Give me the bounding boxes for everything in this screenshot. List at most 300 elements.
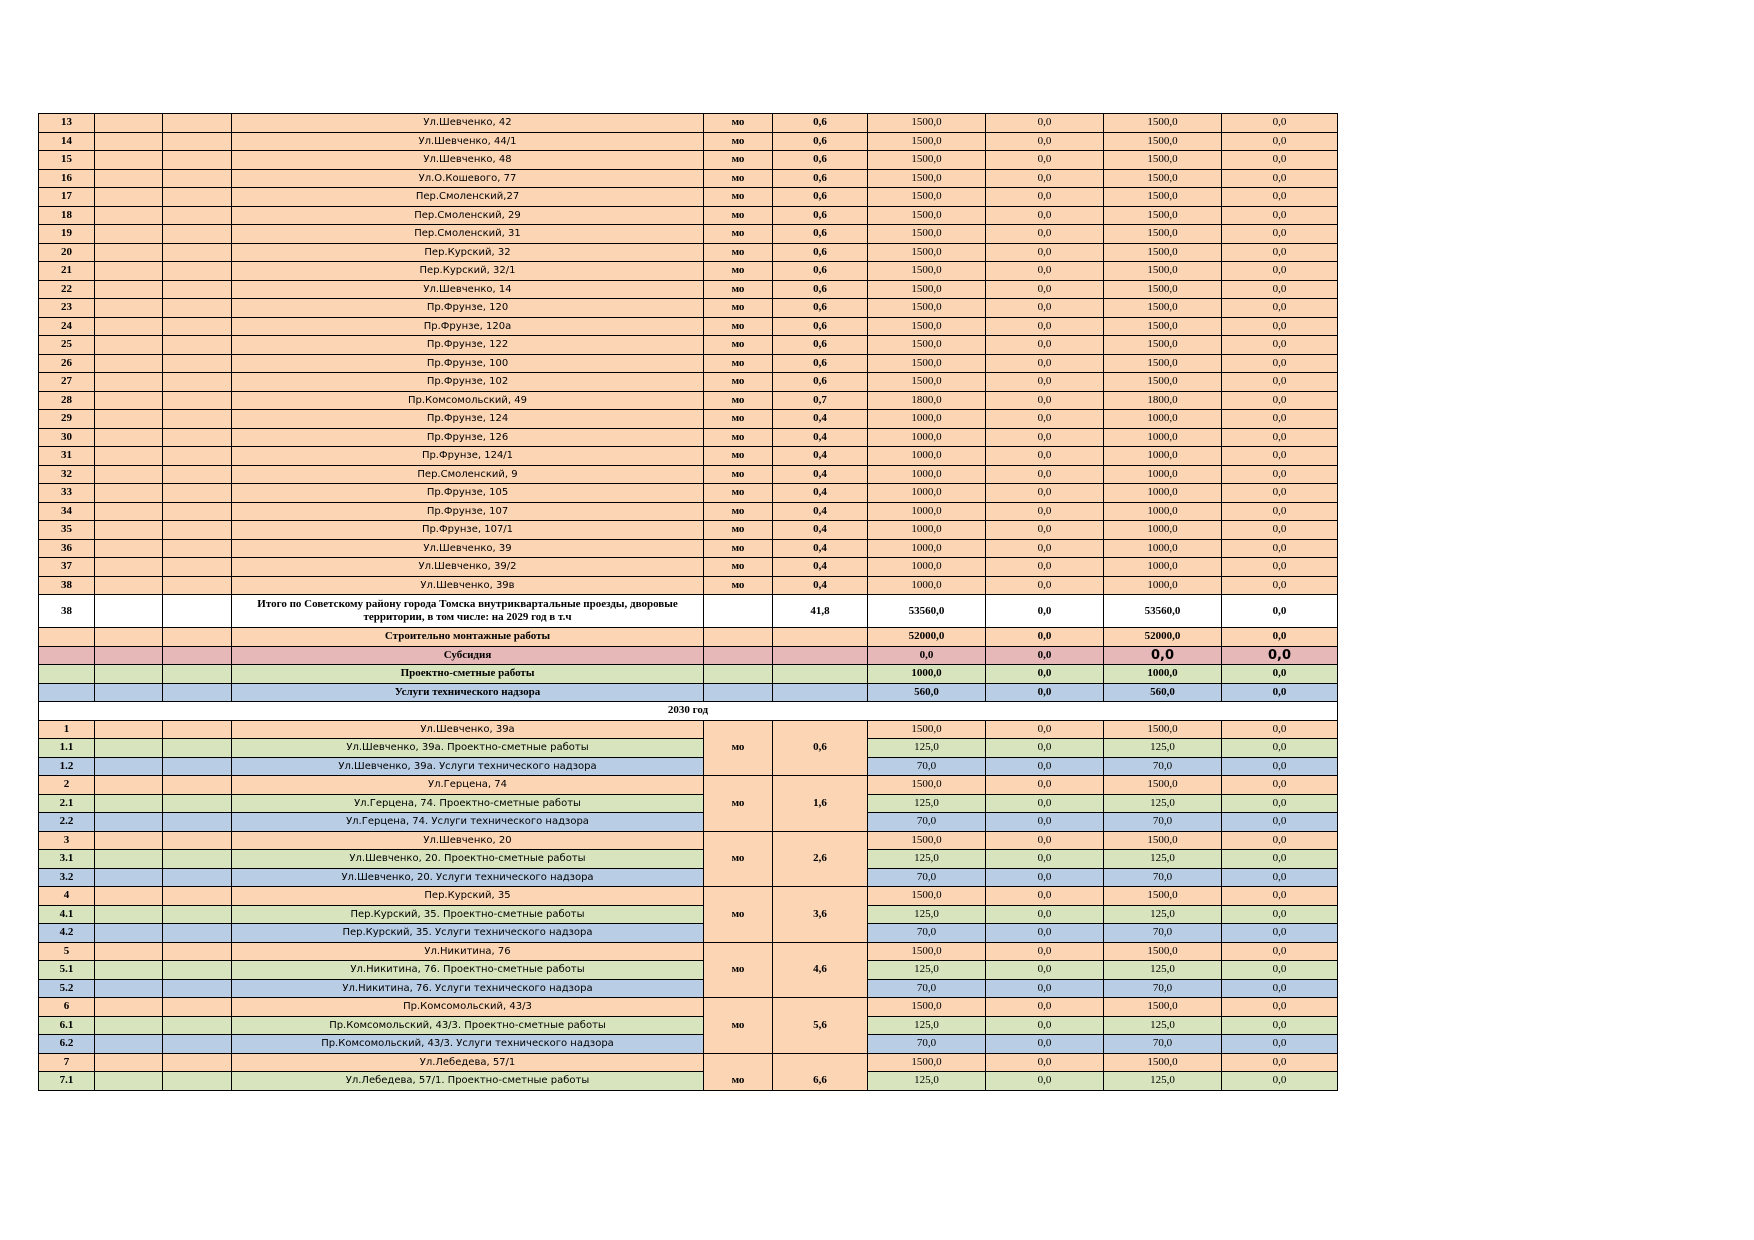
- row-c3: 1500,0: [1104, 262, 1222, 281]
- row-qty: 2,6: [773, 850, 868, 869]
- row-number: 24: [39, 317, 95, 336]
- table-row: [39, 831, 1338, 850]
- row-address: Ул.Лебедева, 57/1: [232, 1053, 704, 1072]
- row-unit: мо: [704, 262, 773, 281]
- table-row: [39, 465, 1338, 484]
- row-address: Пр.Комсомольский, 43/3. Услуги технического надзора: [232, 1035, 704, 1054]
- row-c3: 1000,0: [1104, 484, 1222, 503]
- row-c2: 0,0: [986, 850, 1104, 869]
- row-unit: мо: [704, 151, 773, 170]
- row-number: 6.1: [39, 1016, 95, 1035]
- row-address: Ул.Герцена, 74: [232, 776, 704, 795]
- row-address: Ул.Шевченко, 20. Услуги технического надзора: [232, 868, 704, 887]
- summary-c2: 0,0: [986, 646, 1104, 665]
- row-c1: 1000,0: [868, 410, 986, 429]
- row-address: Пр.Фрунзе, 107: [232, 502, 704, 521]
- row-address: Пр.Фрунзе, 107/1: [232, 521, 704, 540]
- table-row: [39, 576, 1338, 595]
- row-address: Ул.Шевченко, 44/1: [232, 132, 704, 151]
- row-unit: мо: [704, 206, 773, 225]
- row-address: Пр.Фрунзе, 124: [232, 410, 704, 429]
- row-number: 1.2: [39, 757, 95, 776]
- row-c3: 125,0: [1104, 961, 1222, 980]
- row-qty: 0,6: [773, 151, 868, 170]
- row-address: Ул.Никитина, 76. Проектно-сметные работы: [232, 961, 704, 980]
- row-c1: 125,0: [868, 1072, 986, 1091]
- table-row: [39, 813, 1338, 832]
- row-unit: мо: [704, 243, 773, 262]
- row-address: Пр.Фрунзе, 126: [232, 428, 704, 447]
- row-c4: 0,0: [1222, 169, 1338, 188]
- row-unit: мо: [704, 447, 773, 466]
- row-c2: 0,0: [986, 831, 1104, 850]
- row-c1: 1500,0: [868, 942, 986, 961]
- summary-label: Проектно-сметные работы: [232, 665, 704, 684]
- row-number: 25: [39, 336, 95, 355]
- row-address: Ул.Шевченко, 39а: [232, 720, 704, 739]
- row-c3: 1000,0: [1104, 410, 1222, 429]
- row-address: Пр.Фрунзе, 100: [232, 354, 704, 373]
- row-number: 6: [39, 998, 95, 1017]
- row-c3: 1500,0: [1104, 299, 1222, 318]
- row-c1: 1000,0: [868, 558, 986, 577]
- summary-c3: 0,0: [1104, 646, 1222, 665]
- row-unit: мо: [704, 317, 773, 336]
- row-unit: мо: [704, 280, 773, 299]
- row-c2: 0,0: [986, 558, 1104, 577]
- table-row: [39, 299, 1338, 318]
- row-number: 17: [39, 188, 95, 207]
- row-qty: 0,4: [773, 484, 868, 503]
- summary-c1: 0,0: [868, 646, 986, 665]
- row-c3: 1500,0: [1104, 151, 1222, 170]
- row-c4: 0,0: [1222, 428, 1338, 447]
- table-row: [39, 794, 1338, 813]
- row-c1: 1000,0: [868, 447, 986, 466]
- table-row: [39, 317, 1338, 336]
- row-unit: мо: [704, 576, 773, 595]
- row-c4: 0,0: [1222, 794, 1338, 813]
- row-c3: 70,0: [1104, 924, 1222, 943]
- summary-c4: 0,0: [1222, 628, 1338, 647]
- row-c1: 1500,0: [868, 373, 986, 392]
- row-c1: 70,0: [868, 1035, 986, 1054]
- row-qty: 4,6: [773, 961, 868, 980]
- row-number: 18: [39, 206, 95, 225]
- row-c1: 70,0: [868, 868, 986, 887]
- row-unit: мо: [704, 373, 773, 392]
- row-number: 5.1: [39, 961, 95, 980]
- row-c3: 1000,0: [1104, 502, 1222, 521]
- row-number: 5.2: [39, 979, 95, 998]
- row-unit: мо: [704, 794, 773, 813]
- row-qty: 0,4: [773, 502, 868, 521]
- total-c2: 0,0: [986, 595, 1104, 628]
- row-c2: 0,0: [986, 1016, 1104, 1035]
- rows-2030: [39, 720, 1338, 1090]
- row-c1: 1500,0: [868, 720, 986, 739]
- row-c1: 1500,0: [868, 831, 986, 850]
- row-unit: мо: [704, 354, 773, 373]
- row-address: Пер.Смоленский, 29: [232, 206, 704, 225]
- table-row: [39, 336, 1338, 355]
- row-c1: 1800,0: [868, 391, 986, 410]
- row-address: Ул.Шевченко, 39в: [232, 576, 704, 595]
- row-c4: 0,0: [1222, 813, 1338, 832]
- table-row: [39, 776, 1338, 795]
- table-row: [39, 850, 1338, 869]
- row-address: Пер.Смоленский, 31: [232, 225, 704, 244]
- row-number: 30: [39, 428, 95, 447]
- row-c1: 1500,0: [868, 225, 986, 244]
- row-c3: 1500,0: [1104, 1053, 1222, 1072]
- row-c2: 0,0: [986, 317, 1104, 336]
- row-number: 4.2: [39, 924, 95, 943]
- row-c4: 0,0: [1222, 1016, 1338, 1035]
- row-c3: 1500,0: [1104, 317, 1222, 336]
- row-qty: 0,4: [773, 558, 868, 577]
- table-row: [39, 280, 1338, 299]
- table-row: [39, 942, 1338, 961]
- row-c4: 0,0: [1222, 280, 1338, 299]
- row-c2: 0,0: [986, 1072, 1104, 1091]
- row-c2: 0,0: [986, 813, 1104, 832]
- row-c3: 1500,0: [1104, 998, 1222, 1017]
- row-qty: 0,4: [773, 539, 868, 558]
- table-row: [39, 225, 1338, 244]
- row-address: Ул.Шевченко, 20. Проектно-сметные работы: [232, 850, 704, 869]
- total-number: 38: [39, 595, 95, 628]
- row-c3: 1000,0: [1104, 447, 1222, 466]
- row-unit: мо: [704, 502, 773, 521]
- row-number: 26: [39, 354, 95, 373]
- summary-c4: 0,0: [1222, 665, 1338, 684]
- row-c4: 0,0: [1222, 243, 1338, 262]
- row-c3: 1500,0: [1104, 336, 1222, 355]
- row-c4: 0,0: [1222, 336, 1338, 355]
- row-c1: 1500,0: [868, 206, 986, 225]
- row-address: Пер.Курский, 32: [232, 243, 704, 262]
- row-unit: мо: [704, 739, 773, 758]
- row-c2: 0,0: [986, 1035, 1104, 1054]
- row-c2: 0,0: [986, 114, 1104, 133]
- table-row: [39, 905, 1338, 924]
- row-qty: 0,4: [773, 576, 868, 595]
- row-c4: 0,0: [1222, 317, 1338, 336]
- row-c2: 0,0: [986, 484, 1104, 503]
- row-c4: 0,0: [1222, 887, 1338, 906]
- row-c1: 1500,0: [868, 776, 986, 795]
- row-c3: 1500,0: [1104, 114, 1222, 133]
- table-row: [39, 206, 1338, 225]
- row-number: 7.1: [39, 1072, 95, 1091]
- summary-c2: 0,0: [986, 628, 1104, 647]
- row-address: Ул.Шевченко, 14: [232, 280, 704, 299]
- table-row: [39, 887, 1338, 906]
- row-number: 35: [39, 521, 95, 540]
- row-qty: 6,6: [773, 1072, 868, 1091]
- row-c2: 0,0: [986, 998, 1104, 1017]
- row-address: Ул.Шевченко, 48: [232, 151, 704, 170]
- table-row: [39, 428, 1338, 447]
- row-address: Ул.Герцена, 74. Проектно-сметные работы: [232, 794, 704, 813]
- row-c4: 0,0: [1222, 998, 1338, 1017]
- row-c3: 1500,0: [1104, 354, 1222, 373]
- row-unit: мо: [704, 391, 773, 410]
- row-c4: 0,0: [1222, 206, 1338, 225]
- row-c4: 0,0: [1222, 132, 1338, 151]
- row-number: 28: [39, 391, 95, 410]
- row-c1: 70,0: [868, 979, 986, 998]
- row-c3: 1000,0: [1104, 465, 1222, 484]
- table-row: [39, 151, 1338, 170]
- row-c3: 125,0: [1104, 905, 1222, 924]
- row-qty: 0,4: [773, 410, 868, 429]
- row-c1: 1500,0: [868, 188, 986, 207]
- row-number: 5: [39, 942, 95, 961]
- table-row: [39, 539, 1338, 558]
- row-number: 13: [39, 114, 95, 133]
- row-qty: 0,6: [773, 114, 868, 133]
- row-address: Ул.О.Кошевого, 77: [232, 169, 704, 188]
- row-c1: 1500,0: [868, 280, 986, 299]
- row-c3: 1500,0: [1104, 225, 1222, 244]
- row-c3: 1500,0: [1104, 942, 1222, 961]
- row-c2: 0,0: [986, 576, 1104, 595]
- row-c2: 0,0: [986, 521, 1104, 540]
- row-unit: мо: [704, 299, 773, 318]
- table-row: [39, 739, 1338, 758]
- table-row: [39, 757, 1338, 776]
- row-address: Ул.Никитина, 76: [232, 942, 704, 961]
- row-c3: 1000,0: [1104, 521, 1222, 540]
- row-unit: мо: [704, 850, 773, 869]
- year-header: 2030 год: [39, 702, 1338, 721]
- row-number: 14: [39, 132, 95, 151]
- row-c2: 0,0: [986, 391, 1104, 410]
- table-row: [39, 132, 1338, 151]
- summary-c3: 52000,0: [1104, 628, 1222, 647]
- total-label: Итого по Советскому району города Томска внутриквартальные проезды, дворовые территории, в том числе: на 2029 год в т.ч: [232, 595, 704, 628]
- row-qty: 0,6: [773, 317, 868, 336]
- row-c4: 0,0: [1222, 539, 1338, 558]
- total-c1: 53560,0: [868, 595, 986, 628]
- row-c3: 1000,0: [1104, 539, 1222, 558]
- row-number: 2.1: [39, 794, 95, 813]
- row-address: Пер.Курский, 32/1: [232, 262, 704, 281]
- summary-c1: 560,0: [868, 683, 986, 702]
- row-qty: 5,6: [773, 1016, 868, 1035]
- table-row: [39, 1035, 1338, 1054]
- row-c2: 0,0: [986, 961, 1104, 980]
- row-c4: 0,0: [1222, 410, 1338, 429]
- row-c4: 0,0: [1222, 576, 1338, 595]
- rows-2029: [39, 114, 1338, 595]
- row-unit: мо: [704, 1072, 773, 1091]
- year-header-row: [39, 702, 1338, 721]
- total-qty: 41,8: [773, 595, 868, 628]
- row-c2: 0,0: [986, 243, 1104, 262]
- row-c2: 0,0: [986, 942, 1104, 961]
- row-c4: 0,0: [1222, 961, 1338, 980]
- row-c3: 70,0: [1104, 757, 1222, 776]
- row-number: 37: [39, 558, 95, 577]
- row-unit: мо: [704, 905, 773, 924]
- row-qty: 0,6: [773, 280, 868, 299]
- row-c3: 1500,0: [1104, 243, 1222, 262]
- row-c4: 0,0: [1222, 373, 1338, 392]
- row-address: Пр.Комсомольский, 43/3. Проектно-сметные работы: [232, 1016, 704, 1035]
- row-number: 23: [39, 299, 95, 318]
- row-c1: 125,0: [868, 794, 986, 813]
- row-unit: мо: [704, 465, 773, 484]
- totals-2029: [39, 595, 1338, 721]
- row-number: 7: [39, 1053, 95, 1072]
- row-number: 2: [39, 776, 95, 795]
- table-row: [39, 1053, 1338, 1072]
- row-c1: 1000,0: [868, 465, 986, 484]
- table-row: [39, 447, 1338, 466]
- row-qty: 0,6: [773, 243, 868, 262]
- row-qty: 0,6: [773, 225, 868, 244]
- total-c4: 0,0: [1222, 595, 1338, 628]
- row-c1: 125,0: [868, 739, 986, 758]
- row-qty: 0,6: [773, 262, 868, 281]
- row-c4: 0,0: [1222, 484, 1338, 503]
- row-qty: 0,6: [773, 206, 868, 225]
- row-number: 21: [39, 262, 95, 281]
- row-c2: 0,0: [986, 739, 1104, 758]
- row-c3: 70,0: [1104, 813, 1222, 832]
- row-number: 20: [39, 243, 95, 262]
- row-unit: мо: [704, 188, 773, 207]
- summary-row-subsidy: [39, 646, 1338, 665]
- row-c3: 1500,0: [1104, 887, 1222, 906]
- row-number: 6.2: [39, 1035, 95, 1054]
- row-c1: 1500,0: [868, 262, 986, 281]
- row-address: Ул.Шевченко, 39а. Услуги технического надзора: [232, 757, 704, 776]
- summary-row-design: [39, 665, 1338, 684]
- table-row: [39, 484, 1338, 503]
- row-number: 32: [39, 465, 95, 484]
- table-row: [39, 391, 1338, 410]
- row-c2: 0,0: [986, 188, 1104, 207]
- summary-label: Услуги технического надзора: [232, 683, 704, 702]
- row-address: Ул.Никитина, 76. Услуги технического надзора: [232, 979, 704, 998]
- row-address: Ул.Шевченко, 39: [232, 539, 704, 558]
- table-row: [39, 961, 1338, 980]
- row-unit: мо: [704, 484, 773, 503]
- row-number: 4.1: [39, 905, 95, 924]
- row-address: Пр.Комсомольский, 49: [232, 391, 704, 410]
- total-row: [39, 595, 1338, 628]
- row-number: 36: [39, 539, 95, 558]
- row-c1: 125,0: [868, 961, 986, 980]
- row-c4: 0,0: [1222, 151, 1338, 170]
- table-row: [39, 1016, 1338, 1035]
- row-c4: 0,0: [1222, 739, 1338, 758]
- row-c2: 0,0: [986, 447, 1104, 466]
- summary-c3: 1000,0: [1104, 665, 1222, 684]
- row-c4: 0,0: [1222, 942, 1338, 961]
- row-address: Пер.Курский, 35: [232, 887, 704, 906]
- row-address: Ул.Шевченко, 39а. Проектно-сметные работы: [232, 739, 704, 758]
- row-c1: 70,0: [868, 924, 986, 943]
- row-c1: 70,0: [868, 757, 986, 776]
- row-c4: 0,0: [1222, 188, 1338, 207]
- row-c3: 1500,0: [1104, 132, 1222, 151]
- row-qty: 0,6: [773, 132, 868, 151]
- row-c2: 0,0: [986, 905, 1104, 924]
- row-c1: 1000,0: [868, 428, 986, 447]
- table-row: [39, 868, 1338, 887]
- summary-label: Субсидия: [232, 646, 704, 665]
- summary-label: Строительно монтажные работы: [232, 628, 704, 647]
- row-address: Пр.Фрунзе, 122: [232, 336, 704, 355]
- summary-c1: 52000,0: [868, 628, 986, 647]
- row-number: 4: [39, 887, 95, 906]
- row-c3: 1500,0: [1104, 831, 1222, 850]
- row-address: Пер.Смоленский,27: [232, 188, 704, 207]
- row-c4: 0,0: [1222, 502, 1338, 521]
- row-c1: 1500,0: [868, 299, 986, 318]
- row-number: 29: [39, 410, 95, 429]
- row-c3: 1500,0: [1104, 206, 1222, 225]
- row-unit: мо: [704, 1016, 773, 1035]
- row-qty: 0,6: [773, 299, 868, 318]
- row-c1: 1500,0: [868, 169, 986, 188]
- row-qty: 0,6: [773, 354, 868, 373]
- row-c2: 0,0: [986, 539, 1104, 558]
- row-unit: мо: [704, 521, 773, 540]
- row-c1: 1500,0: [868, 336, 986, 355]
- summary-c2: 0,0: [986, 683, 1104, 702]
- row-c4: 0,0: [1222, 1035, 1338, 1054]
- row-c1: 1000,0: [868, 502, 986, 521]
- row-c2: 0,0: [986, 410, 1104, 429]
- table-row: [39, 354, 1338, 373]
- row-unit: мо: [704, 558, 773, 577]
- table-row: [39, 979, 1338, 998]
- row-number: 3: [39, 831, 95, 850]
- table-row: [39, 373, 1338, 392]
- row-address: Пр.Фрунзе, 105: [232, 484, 704, 503]
- row-c3: 1000,0: [1104, 428, 1222, 447]
- row-c4: 0,0: [1222, 831, 1338, 850]
- row-c1: 70,0: [868, 813, 986, 832]
- row-c1: 1500,0: [868, 354, 986, 373]
- row-unit: мо: [704, 169, 773, 188]
- row-c3: 125,0: [1104, 850, 1222, 869]
- row-c1: 1000,0: [868, 576, 986, 595]
- row-c1: 1500,0: [868, 998, 986, 1017]
- row-c1: 1500,0: [868, 132, 986, 151]
- row-qty: 1,6: [773, 794, 868, 813]
- row-c4: 0,0: [1222, 447, 1338, 466]
- row-c4: 0,0: [1222, 868, 1338, 887]
- row-c1: 1500,0: [868, 243, 986, 262]
- row-unit: мо: [704, 114, 773, 133]
- row-c4: 0,0: [1222, 391, 1338, 410]
- row-number: 31: [39, 447, 95, 466]
- row-c2: 0,0: [986, 1053, 1104, 1072]
- row-number: 16: [39, 169, 95, 188]
- row-qty: 0,4: [773, 428, 868, 447]
- row-c2: 0,0: [986, 373, 1104, 392]
- row-qty: 0,6: [773, 336, 868, 355]
- row-c3: 1000,0: [1104, 558, 1222, 577]
- summary-c4: 0,0: [1222, 683, 1338, 702]
